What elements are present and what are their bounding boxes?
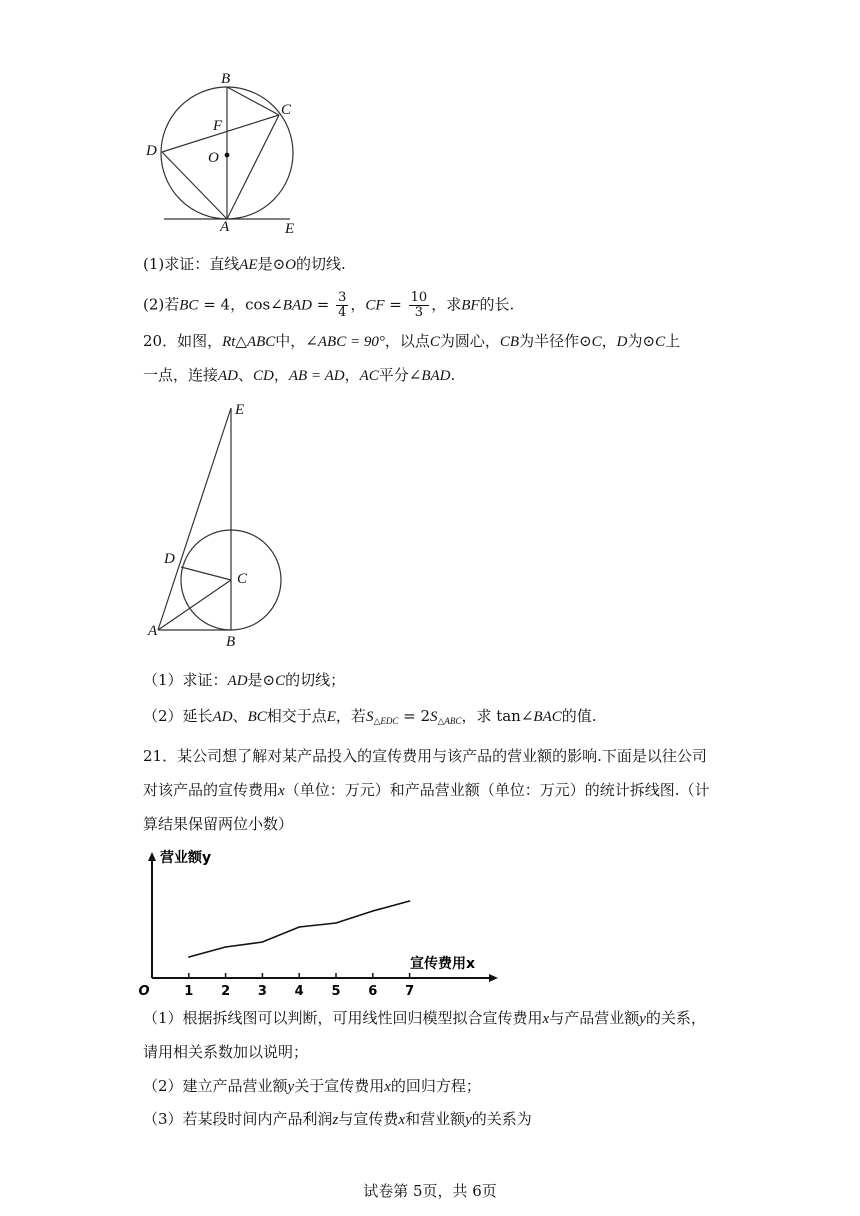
data-point bbox=[372, 910, 374, 912]
label-c: C bbox=[281, 102, 292, 118]
text: 相交于点 bbox=[266, 707, 327, 725]
text: （单位：万元）和产品营业额（单位：万元）的统计拆线图.（计 bbox=[284, 781, 710, 799]
data-point bbox=[262, 941, 264, 943]
symbol: y bbox=[639, 1011, 646, 1027]
segment-bc bbox=[227, 87, 279, 115]
x-tick-label: 3 bbox=[257, 984, 267, 999]
text: 上 bbox=[665, 332, 681, 350]
text: 一点，连接 bbox=[143, 366, 219, 384]
q20-part2 bbox=[143, 706, 783, 730]
text: 为⊙ bbox=[627, 332, 656, 350]
text: . bbox=[450, 366, 456, 384]
text: = bbox=[311, 295, 335, 314]
data-point bbox=[298, 926, 300, 928]
segment-ac bbox=[158, 580, 231, 630]
label-d: D bbox=[164, 551, 175, 567]
text: (1)求证：直线 bbox=[143, 255, 240, 273]
text: ， bbox=[344, 366, 360, 384]
text: cos∠ bbox=[245, 295, 283, 314]
text: 、 bbox=[238, 366, 254, 384]
q21-line1: 21．某公司想了解对某产品投入的宣传费用与该产品的营业额的影响.下面是以往公司 bbox=[143, 747, 707, 765]
text: ，以点 bbox=[384, 332, 430, 350]
symbol: AD bbox=[218, 368, 239, 384]
text: ，若 bbox=[335, 707, 366, 725]
segment-ae bbox=[158, 408, 231, 630]
label-b: B bbox=[221, 71, 231, 87]
q20-part1 bbox=[143, 670, 743, 692]
text: = 2 bbox=[398, 707, 431, 725]
symbol: AD bbox=[227, 673, 248, 689]
y-axis-arrow bbox=[148, 852, 156, 861]
x-axis-label: 宣传费用x bbox=[410, 956, 476, 972]
fraction-cos: $\frac{3}{4}$ bbox=[338, 290, 347, 320]
text: 是⊙ bbox=[247, 671, 276, 689]
y-axis-label: 营业额y bbox=[160, 850, 212, 866]
symbol-ae: AE bbox=[239, 257, 258, 273]
text: 的切线. bbox=[296, 255, 346, 273]
data-point bbox=[188, 956, 190, 958]
symbol: z bbox=[332, 1112, 339, 1128]
text: 与产品营业额 bbox=[549, 1009, 640, 1027]
text: （1）根据拆线图可以判断，可用线性回归模型拟合宣传费用 bbox=[143, 1009, 543, 1027]
x-tick-label: 6 bbox=[368, 984, 378, 999]
text: （2）延长 bbox=[143, 707, 213, 725]
symbol: y bbox=[465, 1112, 472, 1128]
figure-19 bbox=[140, 68, 320, 243]
label-a: A bbox=[148, 623, 158, 639]
fraction-cf: $\frac{10}{3}$ bbox=[410, 290, 428, 320]
text: (2)若 bbox=[143, 295, 180, 314]
label-e: E bbox=[285, 221, 295, 237]
q19-part1 bbox=[143, 254, 743, 276]
symbol-cf: CF bbox=[365, 297, 385, 314]
data-point bbox=[335, 922, 337, 924]
text: ，求 bbox=[431, 295, 462, 314]
symbol: x bbox=[278, 783, 285, 799]
text: ， bbox=[350, 295, 366, 314]
text: 的切线； bbox=[285, 671, 346, 689]
q21-part1 bbox=[143, 1008, 843, 1068]
text: 和营业额 bbox=[405, 1110, 466, 1128]
label-d: D bbox=[146, 143, 157, 159]
x-tick-label: 2 bbox=[221, 984, 231, 999]
text: ， bbox=[601, 332, 617, 350]
symbol: CD bbox=[253, 368, 274, 384]
text: 20．如图， bbox=[143, 332, 223, 350]
subscript: △ABC bbox=[437, 716, 462, 726]
symbol: BAD bbox=[421, 368, 451, 384]
text: 对该产品的宣传费用 bbox=[143, 781, 279, 799]
page-footer: 试卷第 5页，共 6页 bbox=[363, 1182, 497, 1200]
symbol: BC bbox=[247, 709, 267, 725]
x-tick-label: 5 bbox=[331, 984, 341, 999]
text: 中， bbox=[275, 332, 306, 350]
symbol: Rt△ABC bbox=[222, 334, 276, 350]
label-f: F bbox=[213, 118, 223, 134]
symbol: x bbox=[542, 1011, 550, 1027]
text: = bbox=[384, 295, 407, 314]
x-tick-label: 1 bbox=[184, 984, 194, 999]
q21-chart bbox=[138, 842, 498, 1002]
label-e: E bbox=[235, 402, 245, 418]
text: 的关系为 bbox=[471, 1110, 532, 1128]
figure-19-drawing bbox=[140, 68, 320, 243]
symbol: S bbox=[365, 709, 374, 725]
label-o: O bbox=[208, 150, 219, 166]
segment-ca bbox=[227, 115, 279, 219]
q20-stem bbox=[143, 331, 823, 391]
symbol: BAC bbox=[533, 709, 562, 725]
text: 为半径作⊙ bbox=[519, 332, 592, 350]
subscript: △EDC bbox=[373, 716, 399, 726]
label-c: C bbox=[237, 571, 248, 587]
symbol: C bbox=[655, 334, 666, 350]
text: 的长. bbox=[479, 295, 515, 314]
text: 的值. bbox=[561, 707, 597, 725]
symbol: C bbox=[275, 673, 286, 689]
symbol: CB bbox=[499, 334, 520, 350]
x-tick-label: 7 bbox=[405, 984, 415, 999]
x-axis-arrow bbox=[489, 974, 498, 982]
series-line bbox=[189, 901, 410, 957]
symbol: AC bbox=[359, 368, 379, 384]
segment-dc bbox=[181, 567, 231, 580]
symbol-o: O bbox=[285, 257, 296, 273]
text: 的回归方程； bbox=[390, 1077, 481, 1095]
text: （2）建立产品营业额 bbox=[143, 1077, 288, 1095]
symbol: S bbox=[430, 709, 438, 725]
symbol: x bbox=[384, 1079, 391, 1095]
text: 平分∠ bbox=[378, 366, 422, 384]
symbol: C bbox=[429, 334, 440, 350]
text: 的关系， bbox=[645, 1009, 706, 1027]
q21-part2 bbox=[143, 1076, 743, 1098]
text: = 4， bbox=[198, 295, 246, 314]
text: 是⊙ bbox=[257, 255, 286, 273]
x-tick-label: 4 bbox=[294, 984, 304, 999]
text: 与宣传费 bbox=[338, 1110, 399, 1128]
symbol: D bbox=[616, 334, 628, 350]
figure-20-drawing bbox=[140, 398, 300, 654]
text: 为圆心， bbox=[439, 332, 500, 350]
text: ， bbox=[273, 366, 289, 384]
text: （1）求证： bbox=[143, 671, 228, 689]
data-point bbox=[225, 946, 227, 948]
symbol-bad: BAD bbox=[282, 297, 312, 314]
label-a: A bbox=[220, 219, 230, 235]
symbol: C bbox=[591, 334, 602, 350]
q21-part1-line2: 请用相关系数加以说明； bbox=[143, 1043, 309, 1061]
symbol: AD bbox=[212, 709, 233, 725]
figure-20 bbox=[140, 398, 300, 654]
text: 、 bbox=[232, 707, 248, 725]
q21-part3 bbox=[143, 1109, 743, 1131]
text: 关于宣传费用 bbox=[294, 1077, 385, 1095]
q21-stem bbox=[143, 746, 833, 836]
text: （3）若某段时间内产品利润 bbox=[143, 1110, 333, 1128]
origin-label: O bbox=[138, 984, 150, 999]
symbol: ∠ABC = 90° bbox=[305, 334, 385, 350]
label-b: B bbox=[226, 634, 236, 650]
symbol: y bbox=[287, 1079, 295, 1095]
symbol: AB = AD bbox=[288, 368, 345, 384]
chart-svg bbox=[138, 842, 498, 1002]
symbol-bf: BF bbox=[461, 297, 480, 314]
data-point bbox=[409, 900, 411, 902]
center-dot bbox=[225, 153, 230, 158]
q21-line3: 算结果保留两位小数） bbox=[143, 815, 294, 833]
symbol-bc: BC bbox=[179, 297, 199, 314]
symbol: x bbox=[398, 1112, 406, 1128]
text: ，求 tan∠ bbox=[461, 707, 534, 725]
q19-part2 bbox=[143, 283, 743, 319]
symbol: E bbox=[326, 709, 336, 725]
